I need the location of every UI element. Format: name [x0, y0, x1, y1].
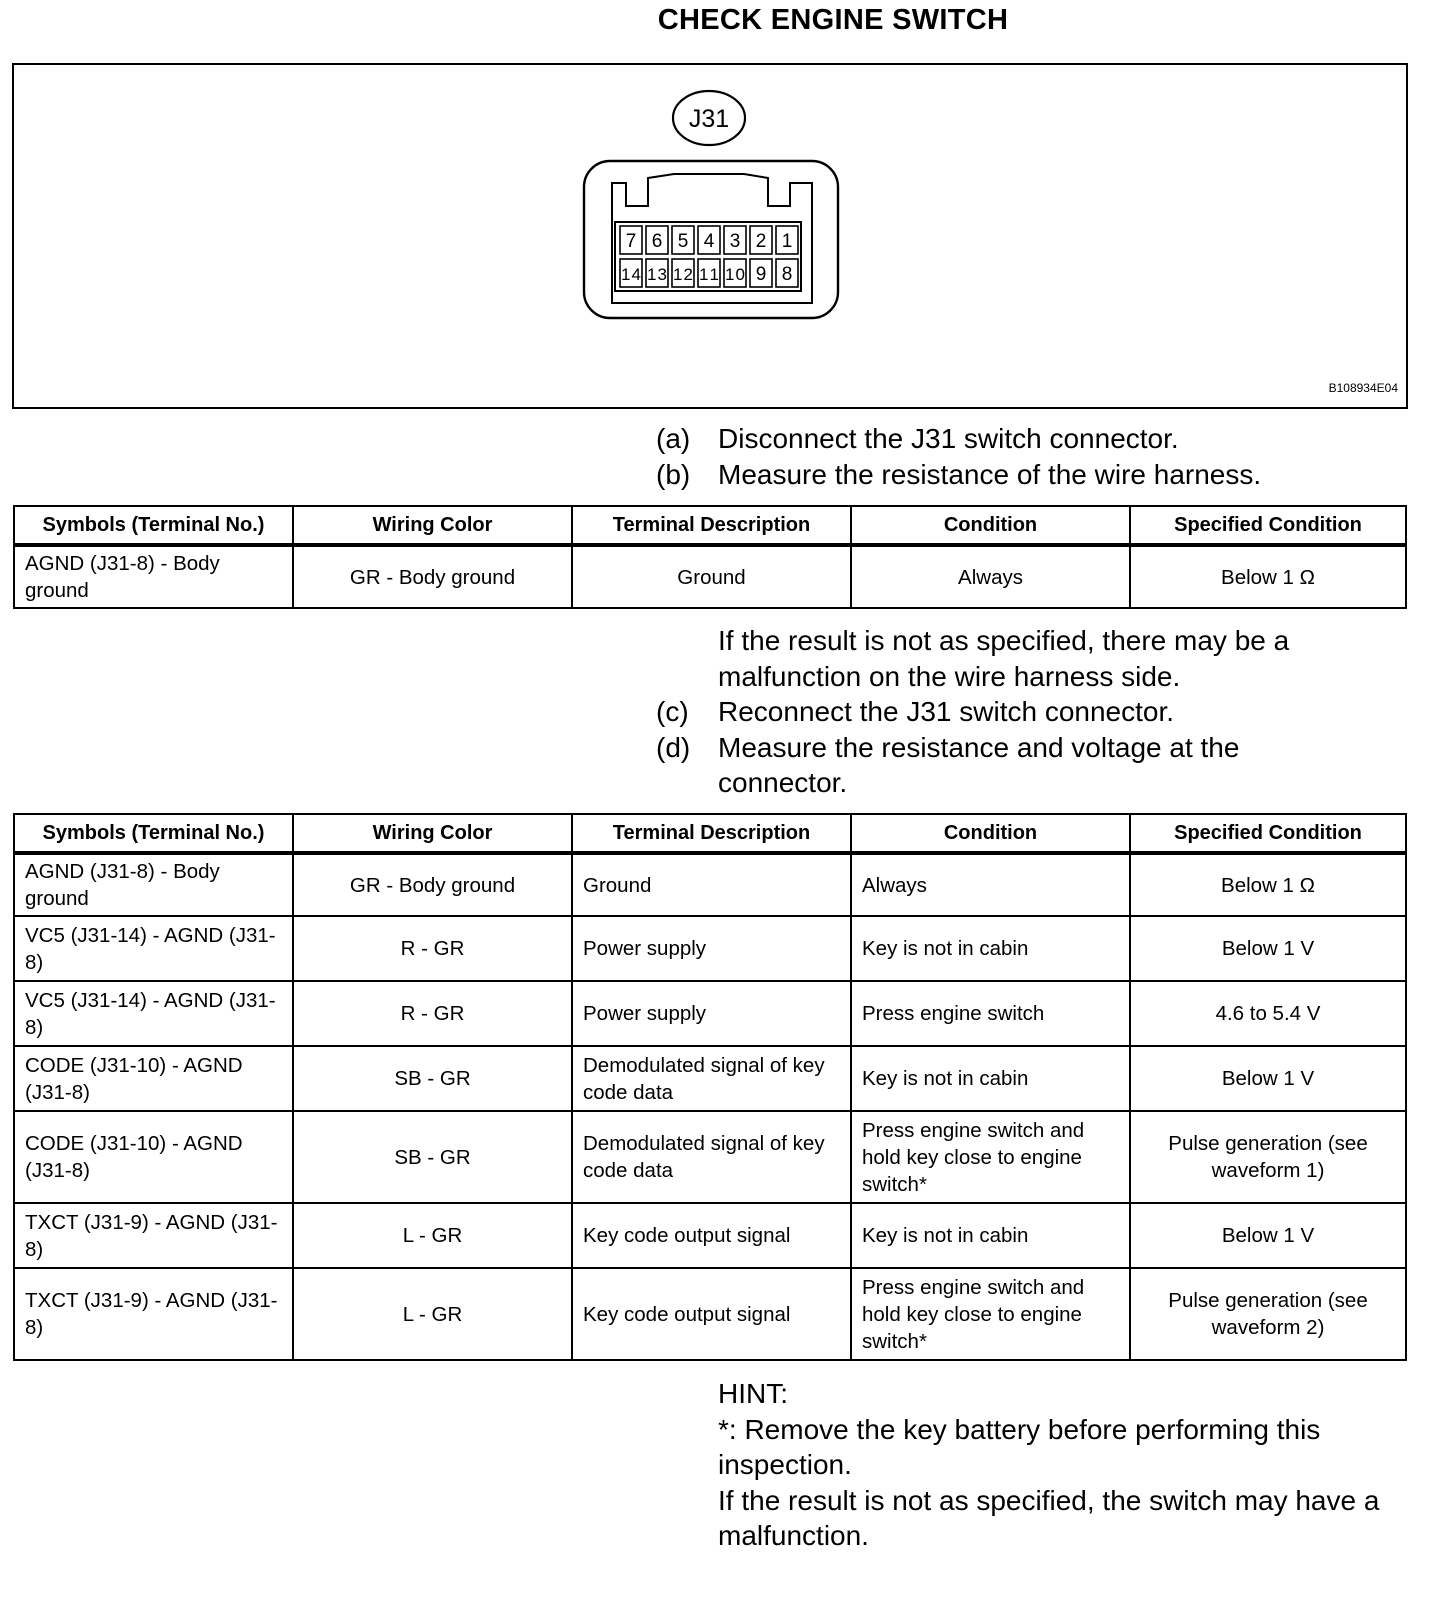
cell-condition: Key is not in cabin — [851, 916, 1130, 981]
figure-id: B108934E04 — [1328, 381, 1398, 395]
connector-label: J31 — [688, 105, 730, 133]
cell-wiring-color: R - GR — [293, 916, 572, 981]
terminal-number-8: 8 — [781, 264, 793, 285]
header-wiring-color: Wiring Color — [293, 814, 572, 853]
header-symbols: Symbols (Terminal No.) — [14, 506, 293, 545]
terminal-number-10: 10 — [725, 265, 745, 284]
terminal-number-3: 3 — [729, 231, 741, 252]
cell-symbols: AGND (J31-8) - Body ground — [14, 545, 293, 608]
j31-connector-diagram — [14, 65, 1406, 407]
table-row — [14, 545, 1406, 608]
header-wiring-color: Wiring Color — [293, 506, 572, 545]
hint-line-2: If the result is not as specified, the switch may have a malfunction. — [718, 1484, 1380, 1551]
cell-condition: Press engine switch and hold key close to engine switch* — [851, 1111, 1130, 1203]
cell-symbols: VC5 (J31-14) - AGND (J31-8) — [14, 916, 293, 981]
cell-condition: Always — [851, 545, 1130, 608]
step-text: Disconnect the J31 switch connector. — [718, 423, 1179, 454]
header-specified-condition: Specified Condition — [1130, 814, 1406, 853]
hint-label: HINT: — [718, 1378, 788, 1409]
step-a — [656, 421, 1436, 457]
step-text: Reconnect the J31 switch connector. — [718, 696, 1175, 727]
table-row — [14, 853, 1406, 916]
cell-specified-condition: Below 1 Ω — [1130, 545, 1406, 608]
page-title: CHECK ENGINE SWITCH — [657, 4, 1009, 36]
cell-specified-condition: Below 1 V — [1130, 1203, 1406, 1268]
cell-wiring-color: GR - Body ground — [293, 853, 572, 916]
terminal-number-9: 9 — [755, 264, 767, 285]
cell-symbols: TXCT (J31-9) - AGND (J31-8) — [14, 1268, 293, 1360]
terminal-number-2: 2 — [755, 231, 767, 252]
step-c — [656, 694, 1436, 730]
resistance-table-harness — [13, 505, 1407, 609]
step-d — [656, 730, 1436, 801]
table-row — [14, 1268, 1406, 1360]
step-letter: (b) — [656, 458, 691, 490]
table-row — [14, 1203, 1406, 1268]
steps-a-b — [656, 421, 1436, 492]
cell-wiring-color: GR - Body ground — [293, 545, 572, 608]
terminal-number-14: 14 — [621, 265, 641, 284]
terminal-number-4: 4 — [703, 231, 715, 252]
harness-note: If the result is not as specified, there may be a malfunction on the wire harness side. — [718, 625, 1290, 692]
step-letter: (d) — [656, 731, 691, 763]
table-row — [14, 1111, 1406, 1203]
terminal-number-1: 1 — [781, 231, 793, 252]
header-symbols: Symbols (Terminal No.) — [14, 814, 293, 853]
cell-condition: Press engine switch — [851, 981, 1130, 1046]
table-row — [14, 1046, 1406, 1111]
cell-specified-condition: Pulse generation (see waveform 2) — [1130, 1268, 1406, 1360]
cell-symbols: CODE (J31-10) - AGND (J31-8) — [14, 1111, 293, 1203]
cell-terminal-description: Demodulated signal of key code data — [572, 1046, 851, 1111]
cell-terminal-description: Demodulated signal of key code data — [572, 1111, 851, 1203]
header-condition: Condition — [851, 506, 1130, 545]
cell-wiring-color: SB - GR — [293, 1046, 572, 1111]
cell-terminal-description: Power supply — [572, 981, 851, 1046]
header-terminal-description: Terminal Description — [572, 814, 851, 853]
terminal-number-7: 7 — [625, 231, 637, 252]
step-b — [656, 457, 1436, 493]
hint-line-1: *: Remove the key battery before performing this inspection. — [718, 1413, 1321, 1480]
cell-terminal-description: Ground — [572, 853, 851, 916]
terminal-number-13: 13 — [647, 265, 667, 284]
cell-condition: Press engine switch and hold key close to engine switch* — [851, 1268, 1130, 1360]
header-terminal-description: Terminal Description — [572, 506, 851, 545]
steps-c-d — [656, 623, 1436, 801]
header-condition: Condition — [851, 814, 1130, 853]
cell-specified-condition: 4.6 to 5.4 V — [1130, 981, 1406, 1046]
cell-wiring-color: L - GR — [293, 1268, 572, 1360]
cell-wiring-color: L - GR — [293, 1203, 572, 1268]
cell-terminal-description: Key code output signal — [572, 1268, 851, 1360]
cell-condition: Always — [851, 853, 1130, 916]
cell-terminal-description: Power supply — [572, 916, 851, 981]
cell-condition: Key is not in cabin — [851, 1203, 1130, 1268]
header-specified-condition: Specified Condition — [1130, 506, 1406, 545]
terminal-number-6: 6 — [651, 231, 663, 252]
terminal-number-11: 11 — [699, 265, 719, 284]
cell-specified-condition: Below 1 Ω — [1130, 853, 1406, 916]
step-text: Measure the resistance and voltage at the connector. — [718, 731, 1240, 798]
cell-wiring-color: R - GR — [293, 981, 572, 1046]
cell-symbols: CODE (J31-10) - AGND (J31-8) — [14, 1046, 293, 1111]
cell-terminal-description: Ground — [572, 545, 851, 608]
cell-symbols: TXCT (J31-9) - AGND (J31-8) — [14, 1203, 293, 1268]
cell-condition: Key is not in cabin — [851, 1046, 1130, 1111]
step-letter: (a) — [656, 423, 691, 454]
connector-figure — [12, 63, 1408, 409]
step-letter: (c) — [656, 696, 689, 727]
hint-block — [718, 1376, 1418, 1554]
cell-specified-condition: Below 1 V — [1130, 916, 1406, 981]
cell-symbols: VC5 (J31-14) - AGND (J31-8) — [14, 981, 293, 1046]
cell-specified-condition: Below 1 V — [1130, 1046, 1406, 1111]
cell-wiring-color: SB - GR — [293, 1111, 572, 1203]
terminal-number-12: 12 — [673, 265, 693, 284]
cell-specified-condition: Pulse generation (see waveform 1) — [1130, 1111, 1406, 1203]
table-row — [14, 916, 1406, 981]
resistance-voltage-table — [13, 813, 1407, 1361]
table-row — [14, 981, 1406, 1046]
cell-symbols: AGND (J31-8) - Body ground — [14, 853, 293, 916]
terminal-number-5: 5 — [677, 231, 689, 252]
cell-terminal-description: Key code output signal — [572, 1203, 851, 1268]
terminal-pins — [620, 226, 798, 287]
step-text: Measure the resistance of the wire harness. — [718, 458, 1262, 490]
